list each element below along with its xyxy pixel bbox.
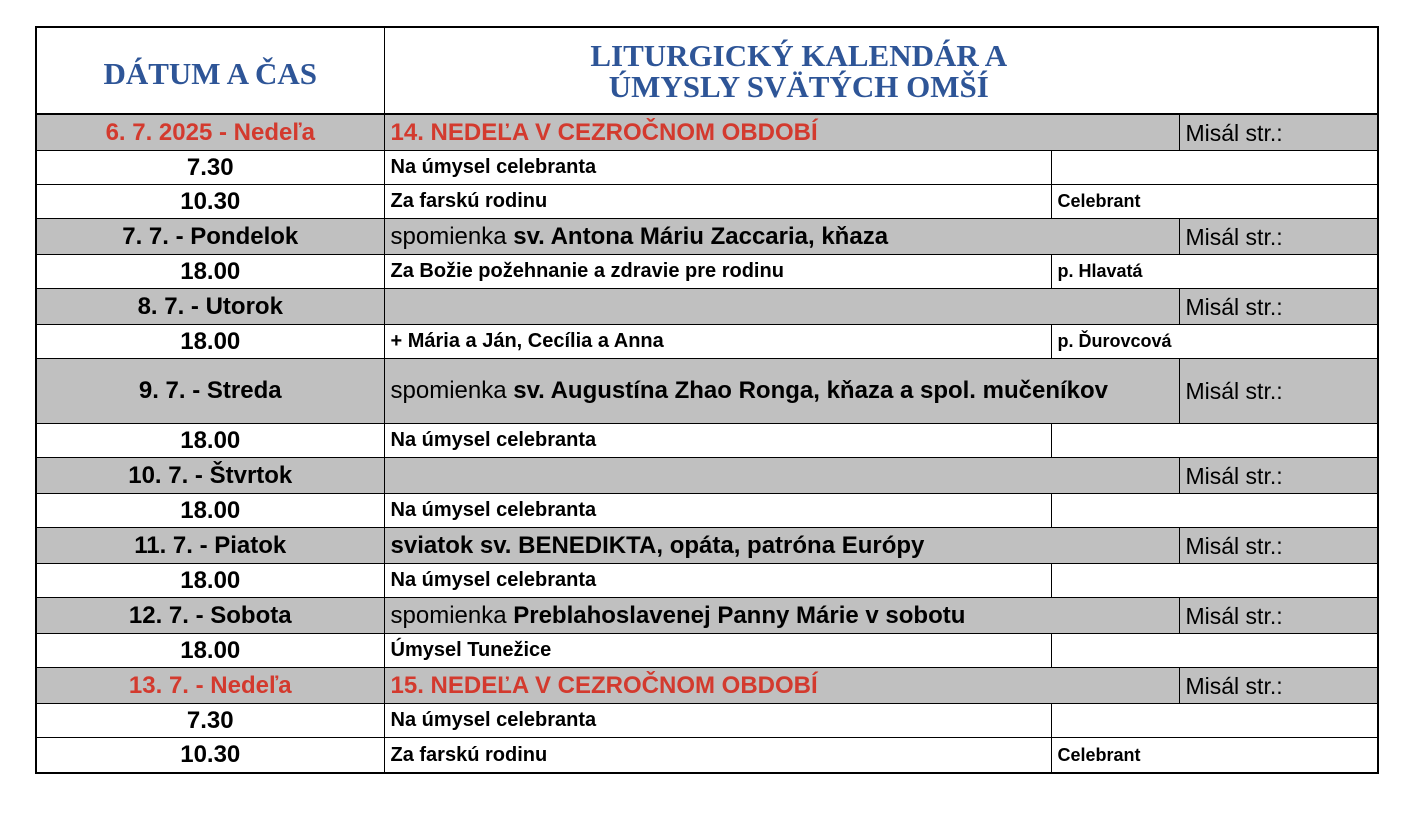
day-celebration [384,219,1179,255]
celebration-name: sviatok sv. BENEDIKTA, opáta, patróna Európy [390,531,925,559]
day-date: 12. 7. - Sobota [36,598,384,634]
mass-celebrant [1051,424,1378,458]
missal-page: Misál str.: [1179,219,1378,255]
mass-time: 18.00 [36,564,384,598]
mass-row [36,494,1378,528]
mass-row [36,564,1378,598]
mass-row [36,634,1378,668]
day-celebration [384,289,1179,325]
mass-row [36,255,1378,289]
celebration-prefix: spomienka [390,222,514,250]
header-row [36,27,1378,114]
day-row [36,114,1378,151]
mass-intention: Na úmysel celebranta [384,494,1051,528]
mass-celebrant: Celebrant [1051,738,1378,774]
missal-page: Misál str.: [1179,289,1378,325]
missal-page: Misál str.: [1179,114,1378,151]
celebration-name: Preblahoslavenej Panny Márie v sobotu [513,601,966,629]
mass-celebrant: Celebrant [1051,185,1378,219]
mass-row [36,738,1378,774]
mass-time: 7.30 [36,704,384,738]
mass-row [36,704,1378,738]
celebration-prefix: spomienka [390,601,514,629]
day-row [36,598,1378,634]
mass-intention: Za Božie požehnanie a zdravie pre rodinu [384,255,1051,289]
celebration-name: sv. Augustína Zhao Ronga, kňaza a spol. mučeníkov [513,377,1109,404]
mass-celebrant: p. Hlavatá [1051,255,1378,289]
day-row [36,528,1378,564]
mass-intention: Na úmysel celebranta [384,704,1051,738]
mass-row [36,151,1378,185]
mass-celebrant [1051,634,1378,668]
day-date: 10. 7. - Štvrtok [36,458,384,494]
day-celebration [384,668,1179,704]
mass-intention: Na úmysel celebranta [384,424,1051,458]
day-date: 8. 7. - Utorok [36,289,384,325]
mass-time: 18.00 [36,494,384,528]
missal-page: Misál str.: [1179,668,1378,704]
mass-row [36,325,1378,359]
mass-celebrant [1051,494,1378,528]
day-row [36,219,1378,255]
day-row [36,359,1378,424]
mass-intention: + Mária a Ján, Cecília a Anna [384,325,1051,359]
missal-page: Misál str.: [1179,528,1378,564]
day-celebration [384,114,1179,151]
day-date: 13. 7. - Nedeľa [36,668,384,704]
day-date: 6. 7. 2025 - Nedeľa [36,114,384,151]
mass-row [36,424,1378,458]
mass-row [36,185,1378,219]
date-time-header: DÁTUM A ČAS [36,27,384,114]
day-date: 7. 7. - Pondelok [36,219,384,255]
mass-time: 18.00 [36,325,384,359]
day-date: 11. 7. - Piatok [36,528,384,564]
mass-intention: Za farskú rodinu [384,738,1051,774]
day-row [36,458,1378,494]
calendar-title-line1: LITURGICKÝ KALENDÁR A [590,37,1008,73]
mass-time: 10.30 [36,738,384,774]
liturgical-calendar-table [35,26,1379,774]
day-celebration [384,359,1179,424]
mass-time: 10.30 [36,185,384,219]
day-celebration [384,598,1179,634]
missal-page: Misál str.: [1179,598,1378,634]
calendar-title [384,27,1378,114]
celebration-name: 14. NEDEĽA V CEZROČNOM OBDOBÍ [390,118,818,146]
day-celebration [384,458,1179,494]
mass-celebrant [1051,564,1378,598]
day-row [36,668,1378,704]
mass-intention: Úmysel Tunežice [384,634,1051,668]
celebration-name: sv. Antona Máriu Zaccaria, kňaza [513,222,889,250]
day-row [36,289,1378,325]
calendar-title-line2: ÚMYSLY SVÄTÝCH OMŠÍ [608,68,989,104]
celebration-prefix: spomienka [390,377,514,404]
day-celebration [384,528,1179,564]
mass-celebrant: p. Ďurovcová [1051,325,1378,359]
celebration-name: 15. NEDEĽA V CEZROČNOM OBDOBÍ [390,671,818,699]
mass-intention: Na úmysel celebranta [384,151,1051,185]
mass-celebrant [1051,704,1378,738]
mass-intention: Za farskú rodinu [384,185,1051,219]
mass-time: 18.00 [36,424,384,458]
missal-page: Misál str.: [1179,359,1378,424]
missal-page: Misál str.: [1179,458,1378,494]
mass-intention: Na úmysel celebranta [384,564,1051,598]
mass-time: 18.00 [36,634,384,668]
day-date: 9. 7. - Streda [36,359,384,424]
mass-time: 18.00 [36,255,384,289]
mass-celebrant [1051,151,1378,185]
mass-time: 7.30 [36,151,384,185]
